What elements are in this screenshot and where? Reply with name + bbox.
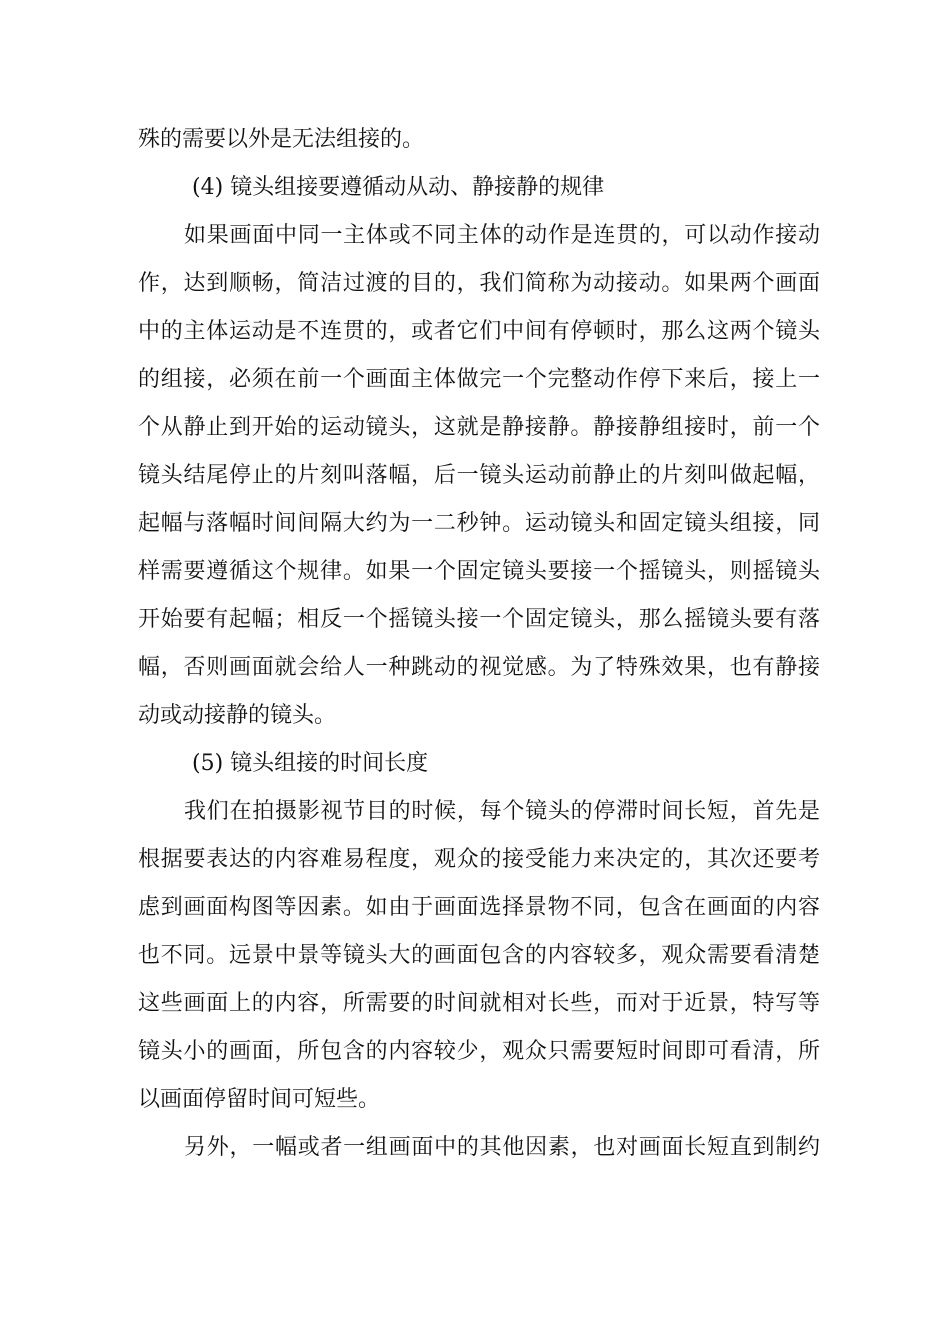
text-line-17: 虑到画面构图等因素。如由于画面选择景物不同，包含在画面的内容: [138, 895, 820, 920]
text-line-9: 起幅与落幅时间间隔大约为一二秒钟。运动镜头和固定镜头组接，同: [138, 511, 820, 536]
text-line-6: 的组接，必须在前一个画面主体做完一个完整动作停下来后，接上一: [138, 367, 820, 392]
text-body: [138, 116, 820, 1172]
text-line-16: 根据要表达的内容难易程度，观众的接受能力来决定的，其次还要考: [138, 847, 820, 872]
text-line-1: 殊的需要以外是无法组接的。: [138, 127, 425, 152]
text-line-12: 幅，否则画面就会给人一种跳动的视觉感。为了特殊效果，也有静接: [138, 655, 820, 680]
section-heading-5: (5) 镜头组接的时间长度: [192, 751, 429, 776]
text-line-15: 我们在拍摄影视节目的时候，每个镜头的停滞时间长短，首先是: [184, 799, 820, 824]
text-line-18: 也不同。远景中景等镜头大的画面包含的内容较多，观众需要看清楚: [138, 943, 820, 968]
text-line-10: 样需要遵循这个规律。如果一个固定镜头要接一个摇镜头，则摇镜头: [138, 559, 820, 584]
text-line-8: 镜头结尾停止的片刻叫落幅，后一镜头运动前静止的片刻叫做起幅，: [138, 463, 820, 488]
text-line-22: 另外，一幅或者一组画面中的其他因素，也对画面长短直到制约: [184, 1135, 820, 1160]
text-line-7: 个从静止到开始的运动镜头，这就是静接静。静接静组接时，前一个: [138, 415, 820, 440]
text-line-13: 动或动接静的镜头。: [138, 703, 337, 728]
text-line-20: 镜头小的画面，所包含的内容较少，观众只需要短时间即可看清，所: [138, 1039, 820, 1064]
text-line-19: 这些画面上的内容，所需要的时间就相对长些，而对于近景，特写等: [138, 991, 820, 1016]
text-line-3: 如果画面中同一主体或不同主体的动作是连贯的，可以动作接动: [184, 223, 820, 248]
text-line-11: 开始要有起幅；相反一个摇镜头接一个固定镜头，那么摇镜头要有落: [138, 607, 820, 632]
text-line-5: 中的主体运动是不连贯的，或者它们中间有停顿时，那么这两个镜头: [138, 319, 820, 344]
section-heading-4: (4) 镜头组接要遵循动从动、静接静的规律: [192, 175, 605, 200]
text-line-4: 作，达到顺畅，简洁过渡的目的，我们简称为动接动。如果两个画面: [138, 271, 820, 296]
text-line-21: 以画面停留时间可短些。: [138, 1087, 381, 1112]
